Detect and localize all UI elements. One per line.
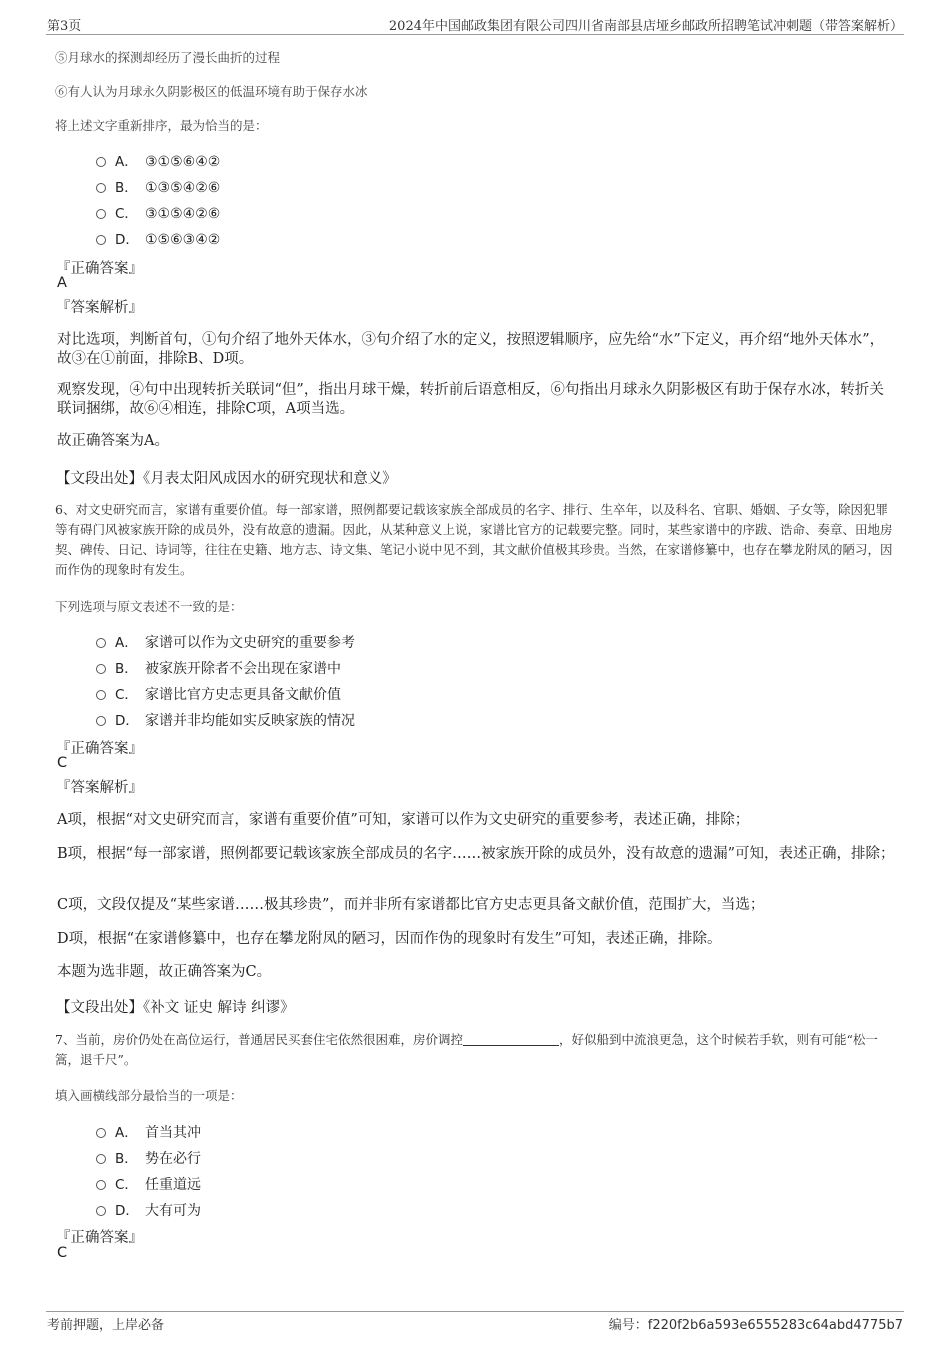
q6-answer: C: [57, 755, 68, 771]
document-code: [609, 1314, 903, 1333]
q6-option-b[interactable]: [96, 657, 341, 678]
q7-answer-label: 『正确答案』: [56, 1230, 143, 1246]
q7-option-c[interactable]: [96, 1173, 201, 1194]
option-letter: B．: [115, 180, 138, 196]
q6-prompt: 下列选项与原文表述不一致的是：: [55, 599, 243, 614]
option-text: 家谱比官方史志更具备文献价值: [145, 687, 341, 703]
option-text: 势在必行: [145, 1151, 201, 1167]
q5-analysis-label: 『答案解析』: [56, 300, 143, 316]
q6-analysis-b: B项，根据“每一部家谱，照例都要记载该家族全部成员的名字……被家族开除的成员外，没有故意的遗漏”可知，表述正确，排除；: [57, 846, 895, 862]
radio-icon[interactable]: [96, 690, 106, 700]
option-text: ③①⑤⑥④②: [145, 154, 221, 170]
radio-icon[interactable]: [96, 1154, 106, 1164]
option-letter: A．: [115, 635, 138, 651]
option-text: 首当其冲: [145, 1125, 201, 1141]
q6-analysis-c: C项，文段仅提及“某些家谱……极其珍贵”，而并非所有家谱都比官方史志更具备文献价值，范围扩大，当选；: [57, 897, 765, 913]
radio-icon[interactable]: [96, 1128, 106, 1138]
footer-divider: [46, 1311, 904, 1312]
q6-analysis-d: D项，根据“在家谱修纂中，也存在攀龙附凤的陋习，因而作伪的现象时有发生”可知，表述正确，排除。: [57, 931, 722, 947]
option-text: 家谱可以作为文史研究的重要参考: [145, 635, 355, 651]
q5-option-d[interactable]: [96, 228, 220, 248]
q7-option-a[interactable]: [96, 1121, 201, 1142]
q5-analysis-p3: 故正确答案为A。: [57, 433, 169, 449]
radio-icon[interactable]: [96, 235, 106, 245]
q6-analysis-conclusion: 本题为选非题，故正确答案为C。: [57, 964, 272, 980]
document-title: 2024年中国邮政集团有限公司四川省南部县店垭乡邮政所招聘笔试冲刺题（带答案解析）: [388, 19, 903, 34]
document-code-value: f220f2b6a593e6555283c64abd4775b7: [647, 1318, 903, 1333]
q7-answer: C: [57, 1245, 68, 1261]
option-text: 任重道远: [145, 1177, 201, 1193]
q7-passage-before: 7、当前，房价仍处在高位运行，普通居民买套住宅依然很困难，房价调控: [55, 1032, 463, 1047]
option-text: 家谱并非均能如实反映家族的情况: [145, 713, 355, 729]
header-divider: [46, 34, 904, 35]
option-letter: C．: [115, 206, 138, 222]
option-text: ①③⑤④②⑥: [145, 180, 221, 196]
q6-answer-label: 『正确答案』: [56, 741, 143, 757]
q6-option-c[interactable]: [96, 683, 341, 704]
option-letter: C．: [115, 1177, 138, 1193]
document-code-label: 编号：: [608, 1318, 648, 1333]
option-letter: D．: [115, 713, 139, 729]
q7-option-d[interactable]: [96, 1199, 201, 1220]
q5-analysis-p1: 对比选项，判断首句，①句介绍了地外天体水，③句介绍了水的定义，按照逻辑顺序，应先给“水”下定义，再介绍“地外天体水”，故③在①前面，排除B、D项。: [57, 332, 885, 367]
q5-option-c[interactable]: [96, 202, 220, 222]
fill-in-blank: [463, 1033, 559, 1046]
q6-analysis-a: A项，根据“对文史研究而言，家谱有重要价值”可知，家谱可以作为文史研究的重要参考，表述正确，排除；: [57, 812, 750, 828]
option-letter: A．: [115, 154, 138, 170]
option-text: ③①⑤④②⑥: [145, 206, 221, 222]
radio-icon[interactable]: [96, 664, 106, 674]
radio-icon[interactable]: [96, 638, 106, 648]
q5-option-a[interactable]: [96, 150, 220, 170]
q5-option-b[interactable]: [96, 176, 220, 196]
option-letter: B．: [115, 1151, 138, 1167]
q6-option-d[interactable]: [96, 709, 355, 730]
q5-sentence-6: ⑥有人认为月球永久阴影极区的低温环境有助于保存水冰: [55, 84, 368, 99]
q7-passage: [55, 1030, 898, 1070]
q5-sentence-5: ⑤月球水的探测却经历了漫长曲折的过程: [55, 50, 281, 65]
radio-icon[interactable]: [96, 209, 106, 219]
q7-passage-after: ，好似船到中流浪更急，这个时候若手软，则有可能“松一篙，退千尺”。: [55, 1032, 878, 1067]
option-letter: B．: [115, 661, 138, 677]
q5-prompt: 将上述文字重新排序，最为恰当的是：: [55, 118, 268, 133]
radio-icon[interactable]: [96, 1180, 106, 1190]
q5-analysis-p2: 观察发现，④句中出现转折关联词“但”，指出月球干燥，转折前后语意相反，⑥句指出月球永久阴影极区有助于保存水冰，转折关联词捆绑，故⑥④相连，排除C项，A项当选。: [57, 382, 884, 417]
option-letter: C．: [115, 687, 138, 703]
q7-option-b[interactable]: [96, 1147, 201, 1168]
radio-icon[interactable]: [96, 1206, 106, 1216]
option-letter: D．: [115, 232, 139, 248]
option-letter: A．: [115, 1125, 138, 1141]
page-number: 第3页: [47, 19, 82, 34]
q6-passage: 6、对文史研究而言，家谱有重要价值。每一部家谱，照例都要记载该家族全部成员的名字、排行、生卒年，以及科名、官职、婚姻、子女等，除因犯罪等有碍门风被家族开除的成员外，没有故意的遗漏。因此，从某种意义上说，家谱比官方的记载要完整。同时，某些家谱中的序跋、诰命、奏章、田地房契、碑传、日记、诗词等，往往在史籍、地方志、诗文集、笔记小说中见不到，其文献价值极其珍贵。当然，在家谱修纂中，也存在攀龙附凤的陋习，因而作伪的现象时有发生。: [55, 502, 893, 577]
option-text: ①⑤⑥③④②: [145, 232, 221, 248]
q5-answer-label: 『正确答案』: [56, 261, 143, 277]
q7-prompt: 填入画横线部分最恰当的一项是：: [55, 1088, 243, 1103]
q5-source: 【文段出处】《月表太阳风成因水的研究现状和意义》: [56, 471, 397, 487]
q5-answer: A: [57, 275, 67, 291]
radio-icon[interactable]: [96, 716, 106, 726]
q6-option-a[interactable]: [96, 631, 355, 652]
option-letter: D．: [115, 1203, 139, 1219]
radio-icon[interactable]: [96, 157, 106, 167]
option-text: 大有可为: [145, 1203, 201, 1219]
footer-slogan: 考前押题，上岸必备: [47, 1318, 165, 1333]
q6-analysis-label: 『答案解析』: [56, 780, 143, 796]
q6-source: 【文段出处】《补文 证史 解诗 纠谬》: [56, 1000, 295, 1016]
option-text: 被家族开除者不会出现在家谱中: [145, 661, 341, 677]
radio-icon[interactable]: [96, 183, 106, 193]
